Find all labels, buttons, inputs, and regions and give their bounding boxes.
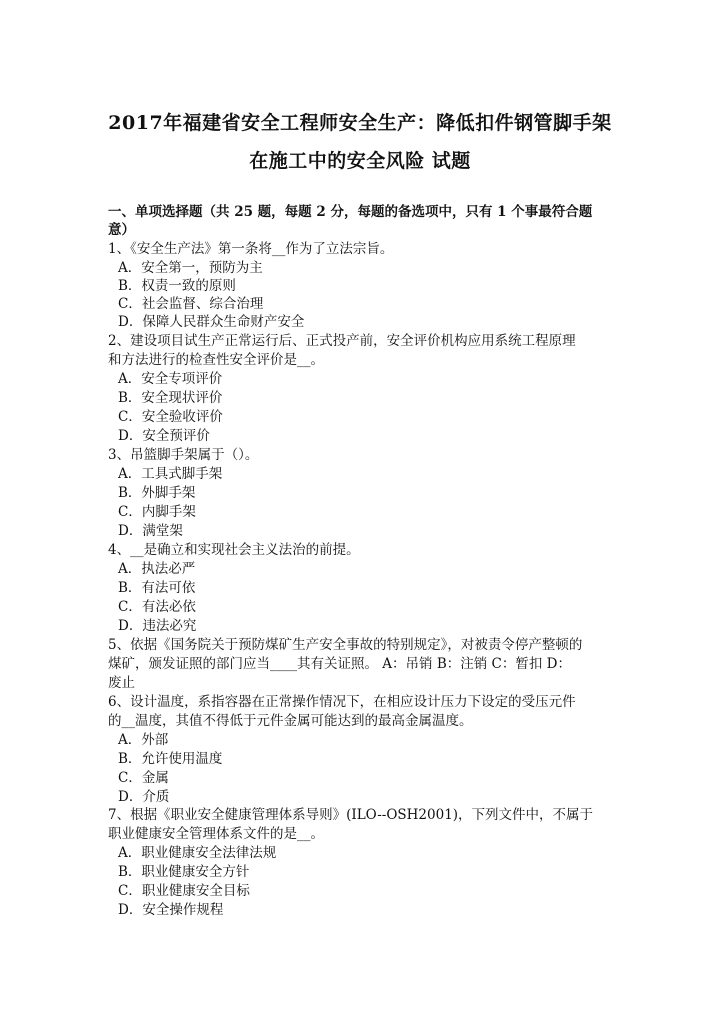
question-4-option-c: C．有法必依	[118, 599, 196, 615]
question-6-option-d: D．介质	[118, 789, 170, 805]
question-3-option-b: B．外脚手架	[118, 485, 196, 501]
question-1-option-d: D．保障人民群众生命财产安全	[118, 314, 305, 330]
question-7-option-b: B．职业健康安全方针	[118, 864, 250, 880]
question-3-option-c: C．内脚手架	[118, 504, 196, 520]
question-5-stem-line-1: 5、依据《国务院关于预防煤矿生产安全事故的特别规定》，对被责令停产整顿的	[108, 637, 583, 653]
question-2-option-b: B．安全现状评价	[118, 390, 223, 406]
question-2-option-a: A．安全专项评价	[118, 371, 223, 387]
question-1-stem: 1、《安全生产法》第一条将__作为了立法宗旨。	[108, 241, 394, 257]
question-5-stem-line-2: 煤矿，颁发证照的部门应当____其有关证照。 A：吊销 B：注销 C：暂扣 D：	[108, 656, 571, 672]
question-6-option-a: A．外部	[118, 732, 169, 748]
question-4-stem: 4、__是确立和实现社会主义法治的前提。	[108, 542, 360, 558]
question-7-option-c: C．职业健康安全目标	[118, 883, 250, 899]
question-7-option-a: A．职业健康安全法律法规	[118, 845, 277, 861]
question-2-option-c: C．安全验收评价	[118, 409, 223, 425]
question-3-option-d: D．满堂架	[118, 523, 183, 539]
question-4-option-a: A．执法必严	[118, 561, 196, 577]
section-header-line-1: 一、单项选择题（共 25 题，每题 2 分，每题的备选项中，只有 1 个事最符合题	[108, 204, 593, 220]
question-6-stem-line-2: 的__温度，其值不得低于元件金属可能达到的最高金属温度。	[108, 713, 473, 729]
question-1-option-a: A．安全第一，预防为主	[118, 260, 263, 276]
question-3-option-a: A．工具式脚手架	[118, 466, 223, 482]
question-2-option-d: D．安全预评价	[118, 428, 210, 444]
question-6-option-b: B．允许使用温度	[118, 751, 223, 767]
question-6-option-c: C．金属	[118, 770, 169, 786]
question-7-option-d: D．安全操作规程	[118, 902, 224, 918]
question-3-stem: 3、吊篮脚手架属于（）。	[108, 447, 259, 463]
title-line-2: 在施工中的安全风险 试题	[249, 150, 471, 172]
question-4-option-b: B．有法可依	[118, 580, 196, 596]
question-7-stem-line-1: 7、根据《职业安全健康管理体系导则》(ILO--OSH2001)，下列文件中，不属于	[108, 807, 594, 823]
question-1-option-b: B．权责一致的原则	[118, 278, 236, 294]
section-header-line-2: 意）	[108, 222, 135, 238]
question-4-option-d: D．违法必究	[118, 618, 197, 634]
question-6-stem-line-1: 6、设计温度，系指容器在正常操作情况下，在相应设计压力下设定的受压元件	[108, 694, 576, 710]
question-2-stem-line-1: 2、建设项目试生产正常运行后、正式投产前，安全评价机构应用系统工程原理	[108, 333, 576, 349]
question-2-stem-line-2: 和方法进行的检查性安全评价是__。	[108, 352, 324, 368]
question-5-stem-line-3: 废止	[108, 675, 135, 691]
question-1-option-c: C．社会监督、综合治理	[118, 296, 264, 312]
question-7-stem-line-2: 职业健康安全管理体系文件的是__。	[108, 826, 324, 842]
title-line-1: 2017年福建省安全工程师安全生产：降低扣件钢管脚手架	[108, 112, 612, 134]
